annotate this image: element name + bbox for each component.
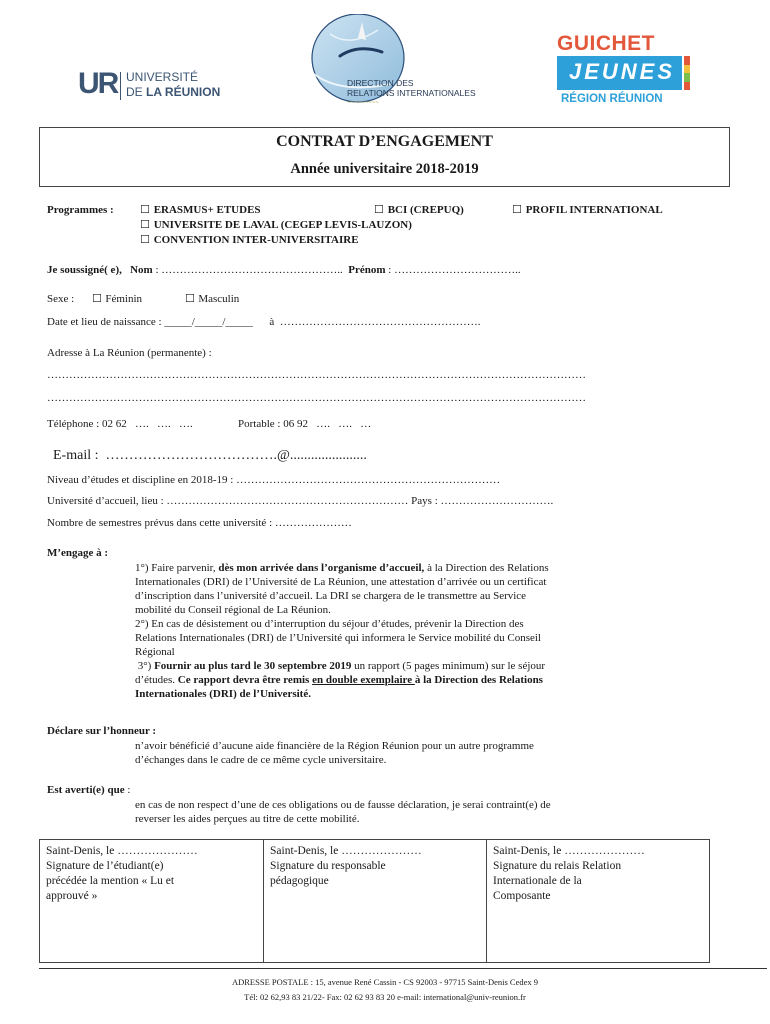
text-bold: Fournir au plus tard le 30 septembre 2019 [154,660,352,672]
feminin-label: Féminin [105,293,143,305]
honneur-line2: d’échanges dans le cadre de ce même cycle universitaire. [135,754,387,766]
honneur-heading: Déclare sur l’honneur : [47,725,157,737]
engage-p2-line3: Régional [135,646,175,658]
engage-p2-line1: 2°) En cas de désistement ou d’interruption du séjour d’études, prévenir la Direction des [135,618,524,630]
signature-table [39,839,710,963]
signature-cell-relais[interactable] [486,840,709,962]
ur-line1: UNIVERSITÉ [126,70,199,84]
checkbox-icon: ☐ [140,218,154,231]
guichet-jeunes-logo [555,32,695,110]
averti-line1: en cas de non respect d’une de ces obligations ou de fausse déclaration, je serai contraint(e) de [135,799,551,811]
portable-field[interactable]: Portable : 06 92 …. …. … [238,418,372,430]
engage-p2-line2: Relations Internationales (DRI) de l’Université qui informera le Service mobilité du Conseil [135,632,541,644]
gj-title: GUICHET [557,32,655,55]
sexe-label: Sexe : [47,293,75,305]
engage-heading: M’engage à : [47,547,109,559]
honneur-line1: n’avoir bénéficié d’aucune aide financière de la Région Réunion pour un autre programme [135,740,534,752]
averti-heading [47,783,130,797]
text-bold-underline: en double exemplaire [312,674,415,686]
text-bold: dès mon arrivée dans l’organisme d’accueil, [218,562,425,574]
bci-label: BCI (CREPUQ) [387,204,464,216]
ur-line2-bold: LA RÉUNION [146,85,221,99]
text: 1°) Faire parvenir, [135,562,219,574]
erasmus-label: ERASMUS+ ETUDES [153,204,261,216]
sig-line: Signature de l’étudiant(e) [46,860,164,872]
text: d’études. [135,674,178,686]
sig-date: Saint-Denis, le ………………… [493,845,645,857]
checkbox-laval[interactable] [140,218,412,232]
semestres-field[interactable]: Nombre de semestres prévus dans cette université : ………………… [47,517,352,529]
ur-mark: UR [78,67,118,100]
honneur-text [135,739,534,767]
document-title: CONTRAT D’ENGAGEMENT [276,133,493,150]
engage-p1-line4: mobilité du Conseil régional de La Réunion. [135,604,331,616]
dri-signature-mark: ~~~~~~~~~ [347,100,379,106]
engage-p1-line3: d’inscription dans l’université d’accueil. La DRI se chargera de le transmettre au Service [135,590,527,602]
sig-line: Signature du responsable [270,860,386,872]
universite-reunion-logo [78,66,228,106]
signature-cell-responsable[interactable] [263,840,486,962]
dri-line2: RELATIONS INTERNATIONALES [347,88,476,98]
engage-p3-line1 [135,659,685,673]
ur-line2-prefix: DE [126,85,147,99]
text-bold: Ce rapport devra être remis [177,674,313,686]
averti-text [135,798,551,826]
telephone-field[interactable]: Téléphone : 02 62 …. …. …. [47,418,193,430]
title-box [39,127,730,187]
gj-jeunes: JEUNES [569,59,676,84]
sig-line: approuvé » [46,890,98,902]
dri-line1: DIRECTION DES [347,78,414,88]
nom-label: Nom [130,264,153,276]
dri-logo [300,14,480,114]
checkbox-erasmus[interactable] [140,203,261,217]
checkbox-bci[interactable] [374,203,464,217]
engage-paragraph [135,561,685,701]
ur-line2 [126,85,220,99]
je-soussigne: Je soussigné( e), [47,264,122,276]
text: à la Direction des Relations [424,562,549,574]
engage-p3-line2 [135,673,685,687]
checkbox-icon: ☐ [374,203,388,216]
email-field[interactable]: E-mail : ……………………………….@...................... [53,448,367,463]
academic-year: Année universitaire 2018-2019 [290,161,479,177]
nom-field[interactable]: : ………………………………………….. [152,264,343,276]
ur-divider [120,72,121,100]
sig-line: Internationale de la [493,875,582,887]
checkbox-feminin[interactable] [92,292,142,306]
profil-label: PROFIL INTERNATIONAL [525,204,663,216]
footer-divider [39,968,767,969]
address-label: Adresse à La Réunion (permanente) : [47,347,212,359]
text: un rapport (5 pages minimum) sur le séjour [351,660,546,672]
checkbox-convention[interactable] [140,233,359,247]
engage-p1-line2: Internationales (DRI) de l’Université de La Réunion, une attestation d’arrivée ou un certificat [135,576,547,588]
sig-line: Composante [493,890,551,902]
averti-line2: reverser les aides perçues au titre de cette mobilité. [135,813,360,825]
gj-stripes [684,56,690,90]
dri-text [347,78,476,108]
checkbox-icon: ☐ [92,292,106,305]
text: 3°) [135,660,155,672]
footer-address: ADRESSE POSTALE : 15, avenue René Cassin - CS 92003 - 97715 Saint-Denis Cedex 9 [231,977,538,987]
footer-contact: Tél: 02 62,93 83 21/22- Fax: 02 62 93 83 20 e-mail: international@univ-reunion.fr [244,992,526,1002]
niveau-field[interactable]: Niveau d’études et discipline en 2018-19 : ……………………………………………………………… [47,474,501,486]
laval-label: UNIVERSITE DE LAVAL (CEGEP LEVIS-LAUZON) [153,219,412,231]
prenom-label: Prénom [348,264,386,276]
sig-date: Saint-Denis, le ………………… [270,845,422,857]
checkbox-icon: ☐ [512,203,526,216]
checkbox-masculin[interactable] [185,292,239,306]
checkbox-profil[interactable] [512,203,663,217]
sig-line: pédagogique [270,875,329,887]
universite-field[interactable]: Université d’accueil, lieu : ………………………………………………………… Pays : …………………………. [47,495,554,507]
prenom-field[interactable]: : …………………………….. [385,264,521,276]
averti-heading-bold: Est averti(e) que [47,784,125,796]
checkbox-icon: ☐ [185,292,199,305]
birth-field[interactable]: Date et lieu de naissance : _____/_____/_____ à ………………………………………………. [47,316,481,328]
checkbox-icon: ☐ [140,233,154,246]
address-line-2[interactable]: ………………………………………………………………………………………………………………………………… [47,392,586,404]
sig-line: précédée la mention « Lu et [46,875,175,887]
engage-p1-line1 [135,561,685,575]
programmes-label: Programmes : [47,204,114,216]
identity-line [47,263,521,277]
sig-line: Signature du relais Relation [493,860,622,872]
gj-region: RÉGION RÉUNION [561,93,663,105]
convention-label: CONVENTION INTER-UNIVERSITAIRE [153,234,359,246]
sig-date: Saint-Denis, le ………………… [46,845,198,857]
signature-cell-student[interactable] [40,840,263,962]
checkbox-icon: ☐ [140,203,154,216]
averti-colon: : [124,784,131,796]
engage-p3-line3 [135,687,685,701]
address-line-1[interactable]: ………………………………………………………………………………………………………………………………… [47,369,586,381]
masculin-label: Masculin [198,293,240,305]
text-bold: à la Direction des Relations [414,674,543,686]
text-bold: Internationales (DRI) de l’Université. [135,688,311,700]
gj-jeunes-box [557,56,682,90]
